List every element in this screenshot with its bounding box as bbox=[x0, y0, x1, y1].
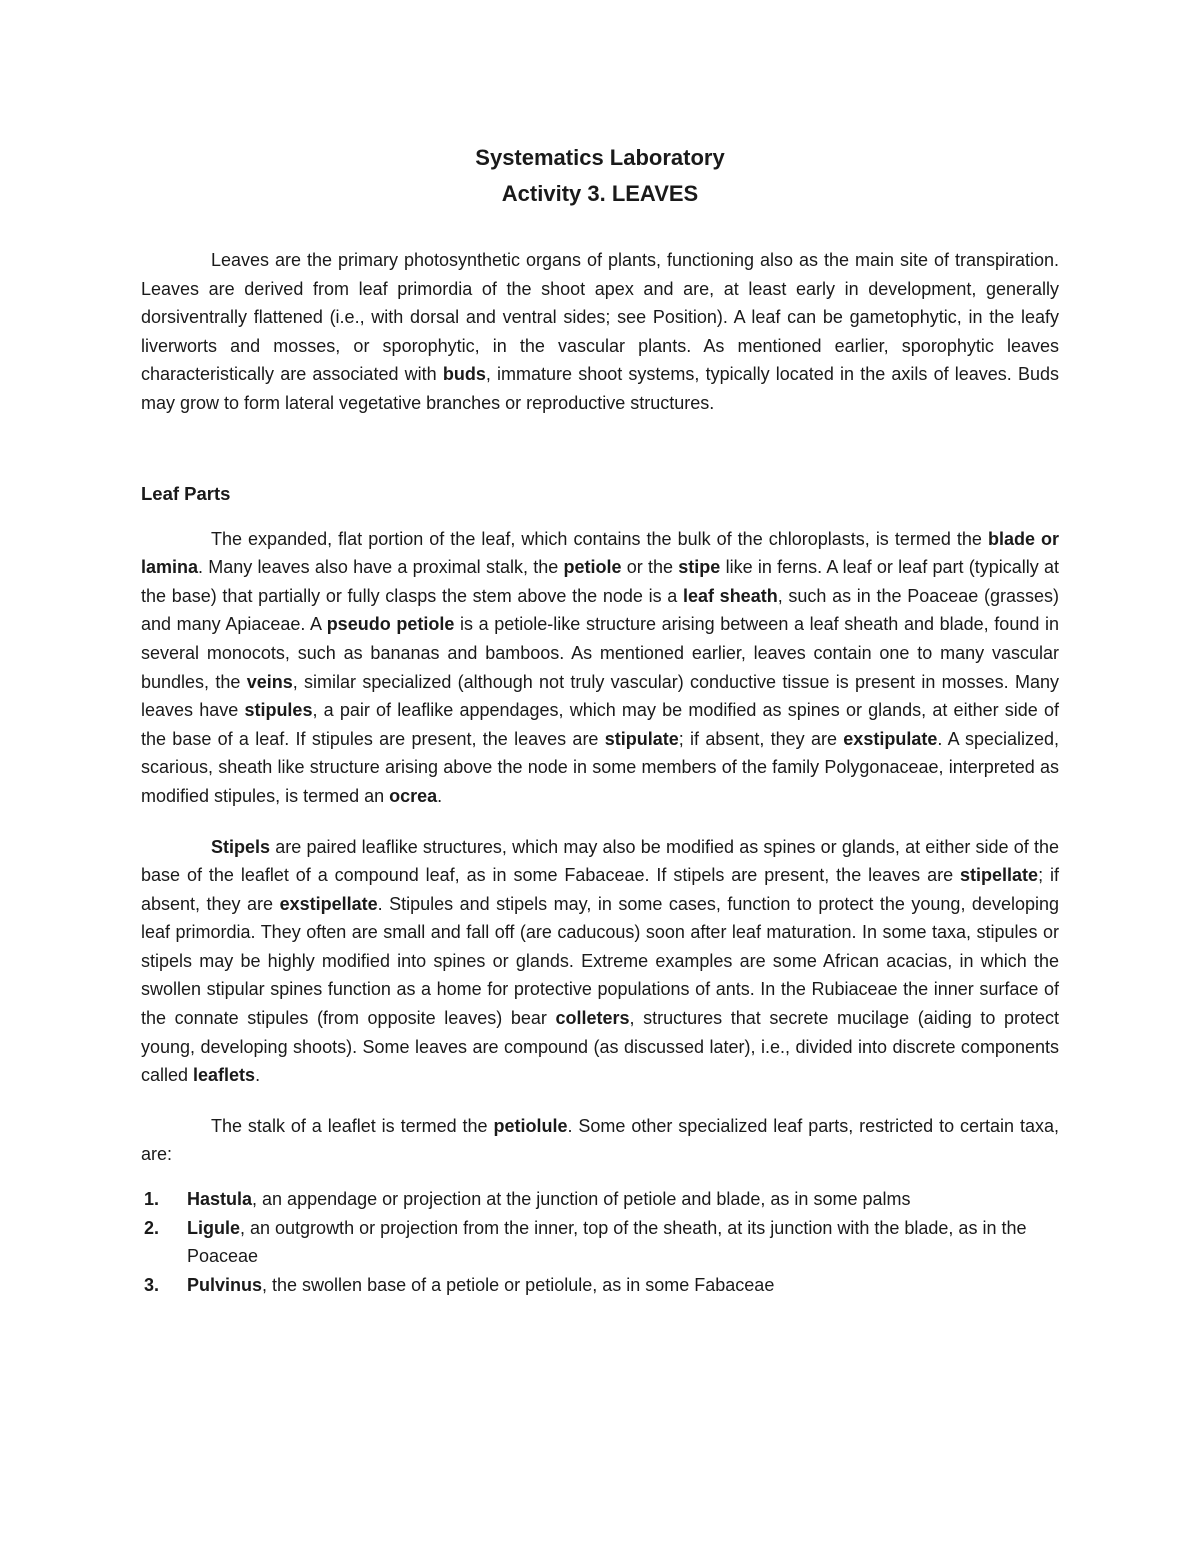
text-run: are paired leaflike structures, which may also be modified as spines or glands, at either side of the base of the leaflet of a compound leaf, as in some Fabaceae. If stipels are present, the leaves are bbox=[141, 836, 1059, 886]
bold-term: stipe bbox=[678, 557, 721, 578]
bold-term: stipules bbox=[244, 700, 313, 721]
bold-term: petiole bbox=[563, 557, 622, 578]
text-run: , such as in the Poaceae (grasses) and many Apiaceae. A bbox=[141, 585, 1059, 635]
intro-paragraph bbox=[141, 246, 1059, 418]
text-run: ; if absent, they are bbox=[141, 865, 1059, 914]
leaf-parts-paragraph-2 bbox=[141, 833, 1059, 1090]
bold-term: stipellate bbox=[960, 865, 1039, 886]
list-term: Ligule bbox=[187, 1217, 240, 1238]
bold-term: leaf sheath bbox=[682, 585, 778, 606]
text-run: The stalk of a leaflet is termed the bbox=[211, 1115, 494, 1136]
text-run: . Stipules and stipels may, in some cases, function to protect the young, developing leaf primordia. They often are small and fall off (are caducous) soon after leaf maturation. In some taxa, stipules or stipels may be highly modified into spines or glands. Extreme examples are some African acacias, in which the swollen stipular spines function as a home for protective populations of ants. In the Rubiaceae the inner surface of the connate stipules (from opposite leaves) bear bbox=[141, 893, 1060, 1029]
text-run: , immature shoot systems, typically located in the axils of leaves. Buds may grow to form lateral vegetative branches or reproductive structures. bbox=[141, 364, 1059, 413]
text-run: , structures that secrete mucilage (aiding to protect young, developing shoots). Some leaves are compound (as discussed later), i.e., divided into discrete components called bbox=[141, 1008, 1059, 1086]
bold-term: blade or lamina bbox=[141, 528, 1059, 578]
list-item bbox=[141, 1185, 1059, 1214]
list-term: Hastula bbox=[187, 1189, 253, 1210]
text-run: or the bbox=[621, 557, 679, 578]
text-run: . A specialized, scarious, sheath like structure arising above the node in some members of the family Polygonaceae, interpreted as modified stipules, is termed an bbox=[141, 728, 1059, 806]
text-run: . Some other specialized leaf parts, restricted to certain taxa, are: bbox=[141, 1115, 1059, 1165]
list-text: , an appendage or projection at the junction of petiole and blade, as in some palms bbox=[252, 1189, 911, 1210]
text-run: ; if absent, they are bbox=[678, 728, 844, 749]
bold-term: Stipels bbox=[211, 836, 271, 857]
text-run: , a pair of leaflike appendages, which may be modified as spines or glands, at either side of the base of a leaf. If stipules are present, the leaves are bbox=[141, 700, 1059, 749]
bold-term: colleters bbox=[555, 1008, 630, 1029]
text-run: , similar specialized (although not truly vascular) conductive tissue is present in mosses. Many leaves have bbox=[141, 671, 1059, 721]
leaf-parts-paragraph-3 bbox=[141, 1112, 1059, 1169]
bold-term: veins bbox=[246, 671, 293, 692]
bold-term: leaflets bbox=[193, 1065, 256, 1086]
specialized-parts-list bbox=[141, 1185, 1059, 1299]
bold-term: pseudo petiole bbox=[326, 614, 455, 635]
text-run: The expanded, flat portion of the leaf, which contains the bulk of the chloroplasts, is termed the bbox=[211, 528, 988, 549]
leaf-parts-paragraph-1 bbox=[141, 525, 1059, 811]
document-title: Systematics Laboratory bbox=[475, 145, 725, 170]
text-run: like in ferns. A leaf or leaf part (typically at the base) that partially or fully clasps the stem above the node is a bbox=[141, 557, 1059, 606]
list-item bbox=[141, 1271, 1059, 1300]
bold-term: ocrea bbox=[389, 785, 438, 806]
list-number: 3. bbox=[144, 1274, 160, 1295]
document-subtitle: Activity 3. LEAVES bbox=[501, 181, 699, 206]
bold-term: exstipellate bbox=[279, 893, 378, 914]
list-term: Pulvinus bbox=[187, 1274, 263, 1295]
bold-term: petiolule bbox=[493, 1115, 568, 1136]
text-run: . bbox=[255, 1065, 261, 1086]
bold-term: buds bbox=[442, 364, 486, 385]
list-text: , the swollen base of a petiole or petiolule, as in some Fabaceae bbox=[262, 1274, 775, 1295]
list-text: , an outgrowth or projection from the inner, top of the sheath, at its junction with the blade, as in the Poaceae bbox=[187, 1217, 1027, 1267]
text-run: . Many leaves also have a proximal stalk, the bbox=[198, 557, 564, 578]
section-heading: Leaf Parts bbox=[141, 482, 231, 504]
text-run: is a petiole-like structure arising between a leaf sheath and blade, found in several monocots, such as bananas and bamboos. As mentioned earlier, leaves contain one to many vascular bundles, the bbox=[141, 614, 1059, 692]
text-run: Leaves are the primary photosynthetic organs of plants, functioning also as the main site of transpiration. Leaves are derived from leaf primordia of the shoot apex and are, at least early in development, generally dorsiventrally flattened (i.e., with dorsal and ventral sides; see Position). A leaf can be gametophytic, in the leafy liverworts and mosses, or sporophytic, in the vascular plants. As mentioned earlier, sporophytic leaves characteristically are associated with bbox=[141, 250, 1059, 385]
list-number: 2. bbox=[144, 1217, 160, 1238]
list-number: 1. bbox=[144, 1189, 160, 1210]
bold-term: exstipulate bbox=[843, 728, 938, 749]
list-item bbox=[141, 1214, 1059, 1271]
text-run: . bbox=[437, 785, 443, 806]
bold-term: stipulate bbox=[604, 728, 679, 749]
